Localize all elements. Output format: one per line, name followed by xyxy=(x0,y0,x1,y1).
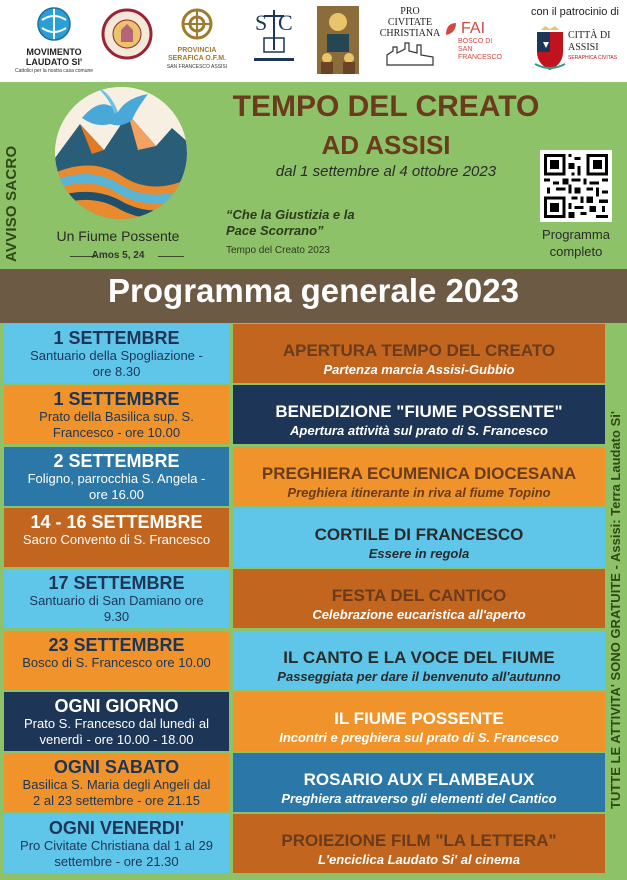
citta-label: CITTÀ DI ASSISI xyxy=(568,30,611,53)
program-date: 2 SETTEMBRE xyxy=(53,450,180,471)
program-date-cell xyxy=(4,692,229,751)
provincia-sublabel: SAN FRANCESCO ASSISI xyxy=(166,64,228,70)
logo-assisi-crest xyxy=(530,24,570,77)
gratuite-side-note: TUTTE LE ATTIVITA' SONO GRATUITE - Assisi: Terra Laudato Si' xyxy=(608,411,623,809)
provincia-label: PROVINCIA SERAFICA O.F.M. xyxy=(167,47,227,62)
fai-leaf-icon xyxy=(444,21,458,37)
program-date-cell xyxy=(4,753,229,812)
program-activity-subtitle: Essere in regola xyxy=(368,545,470,561)
program-date-cell xyxy=(4,324,229,383)
program-place: Santuario di San Damiano ore 9.30 xyxy=(29,593,204,625)
program-row xyxy=(0,385,627,444)
svg-text:C: C xyxy=(278,10,293,35)
program-activity-title: PREGHIERA ECUMENICA DIOCESANA xyxy=(261,463,577,483)
program-activity-subtitle: Passeggiata per dare il benvenuto all'autunno xyxy=(277,668,561,684)
program-row xyxy=(0,569,627,628)
program-date: 23 SETTEMBRE xyxy=(48,634,185,655)
event-location: AD ASSISI xyxy=(321,130,451,160)
qr-caption: Programma completo xyxy=(542,227,610,259)
program-activity-subtitle: Preghiera itinerante in riva al fiume Topino xyxy=(287,484,551,500)
program-row xyxy=(0,447,627,506)
program-activity-cell xyxy=(233,385,605,444)
crest-icon xyxy=(533,24,567,72)
logo-provincia-serafica xyxy=(162,6,232,71)
program-row xyxy=(0,753,627,812)
program-activity-cell xyxy=(233,447,605,506)
logo-strip xyxy=(0,0,627,82)
program-activity-subtitle: Incontri e preghiera sul prato di S. Francesco xyxy=(279,729,559,745)
program-activity-subtitle: Partenza marcia Assisi-Gubbio xyxy=(323,362,515,377)
program-activity-title: PROIEZIONE FILM "LA LETTERA" xyxy=(281,831,557,851)
program-date-cell xyxy=(4,447,229,506)
program-row xyxy=(0,814,627,873)
program-activity-title: CORTILE DI FRANCESCO xyxy=(314,524,524,544)
program-place: Bosco di S. Francesco ore 10.00 xyxy=(22,654,211,670)
program-place: Prato S. Francesco dal lunedì al venerdì - ore 10.00 - 18.00 xyxy=(24,715,209,747)
program-activity-cell xyxy=(233,324,605,383)
pro-civitate-label: PRO CIVITATE CHRISTIANA xyxy=(379,6,441,39)
program-date: 1 SETTEMBRE xyxy=(53,389,180,410)
citta-sublabel: SERAPHICA CIVITAS xyxy=(568,55,618,61)
program-activity-title: ROSARIO AUX FLAMBEAUX xyxy=(303,770,535,790)
program-row xyxy=(0,508,627,567)
program-date-cell xyxy=(4,385,229,444)
program-place: Foligno, parrocchia S. Angela - ore 16.00 xyxy=(27,470,206,502)
event-dates: dal 1 settembre al 4 ottobre 2023 xyxy=(275,163,497,180)
qr-code[interactable] xyxy=(540,150,612,222)
emblem-reference: Amos 5, 24 xyxy=(91,250,145,261)
program-date-cell xyxy=(4,569,229,628)
avviso-sacro-label: AVVISO SACRO xyxy=(3,145,20,262)
program-activity-subtitle: Apertura attività sul prato di S. Francesco xyxy=(290,423,548,439)
program-date: OGNI SABATO xyxy=(53,757,180,778)
program-activity-cell xyxy=(233,508,605,567)
program-title: Programma generale 2023 xyxy=(108,272,519,309)
logo-sacro-convento xyxy=(246,6,302,73)
theme-quote-sub: Tempo del Creato 2023 xyxy=(226,245,330,256)
logo-saints-picture xyxy=(316,6,360,79)
movimento-label: MOVIMENTO LAUDATO SI' xyxy=(25,47,83,67)
program-row xyxy=(0,631,627,690)
globe-icon xyxy=(36,6,72,42)
program-date: 1 SETTEMBRE xyxy=(53,328,180,348)
program-row xyxy=(0,324,627,383)
town-icon xyxy=(385,39,435,67)
logo-pro-civitate xyxy=(378,6,442,72)
program-activity-title: APERTURA TEMPO DEL CREATO xyxy=(282,341,556,360)
tau-knot-icon xyxy=(179,6,215,42)
program-row xyxy=(0,692,627,751)
river-emblem-icon xyxy=(52,84,190,222)
program-date: 14 - 16 SETTEMBRE xyxy=(30,511,203,532)
program-place: Santuario della Spogliazione - ore 8.30 xyxy=(30,348,203,379)
qr-code-icon xyxy=(544,154,608,218)
program-date-cell xyxy=(4,814,229,873)
logo-diocesi-seal xyxy=(100,6,154,71)
program-date-cell xyxy=(4,508,229,567)
logo-movimento-laudato-si xyxy=(14,6,94,75)
event-title: TEMPO DEL CREATO xyxy=(232,90,540,123)
movimento-sublabel: Cattolici per la nostra casa comune xyxy=(14,68,94,74)
program-activity-subtitle: L'enciclica Laudato Si' al cinema xyxy=(318,852,520,868)
program-activity-subtitle: Celebrazione eucaristica all'aperto xyxy=(312,607,526,623)
program-place: Basilica S. Maria degli Angeli dal 2 al 23 settembre - ore 21.15 xyxy=(22,777,211,809)
program-date: 17 SETTEMBRE xyxy=(48,573,185,594)
svg-text:S: S xyxy=(255,10,268,35)
program-place: Prato della Basilica sup. S. Francesco - ore 10.00 xyxy=(39,409,194,441)
patrocinio-text: con il patrocinio di xyxy=(530,6,619,18)
program-activity-title: IL FIUME POSSENTE xyxy=(334,708,504,728)
program-place: Sacro Convento di S. Francesco xyxy=(22,531,211,547)
program-activity-cell xyxy=(233,692,605,751)
program-activity-title: IL CANTO E LA VOCE DEL FIUME xyxy=(283,647,555,667)
program-activity-subtitle: Preghiera attraverso gli elementi del Cantico xyxy=(281,791,557,807)
logo-citta-assisi xyxy=(568,30,622,62)
theme-quote: “Che la Giustizia e la Pace Scorrano” xyxy=(226,207,355,238)
program-date: OGNI VENERDI' xyxy=(48,818,185,839)
program-date: OGNI GIORNO xyxy=(54,695,179,716)
logo-fai xyxy=(444,6,514,62)
emblem-caption: Un Fiume Possente xyxy=(56,228,180,244)
fai-label: FAI xyxy=(461,20,486,37)
program-date-cell xyxy=(4,631,229,690)
program-activity-cell xyxy=(233,631,605,690)
program-activity-cell xyxy=(233,814,605,873)
program-activity-title: BENEDIZIONE "FIUME POSSENTE" xyxy=(275,402,563,422)
program-activity-title: FESTA DEL CANTICO xyxy=(331,586,507,606)
program-activity-cell xyxy=(233,569,605,628)
program-activity-cell xyxy=(233,753,605,812)
fai-sublabel: BOSCO DI SAN FRANCESCO xyxy=(458,38,502,61)
program-place: Pro Civitate Christiana dal 1 al 29 settembre - ore 21.30 xyxy=(20,838,213,870)
